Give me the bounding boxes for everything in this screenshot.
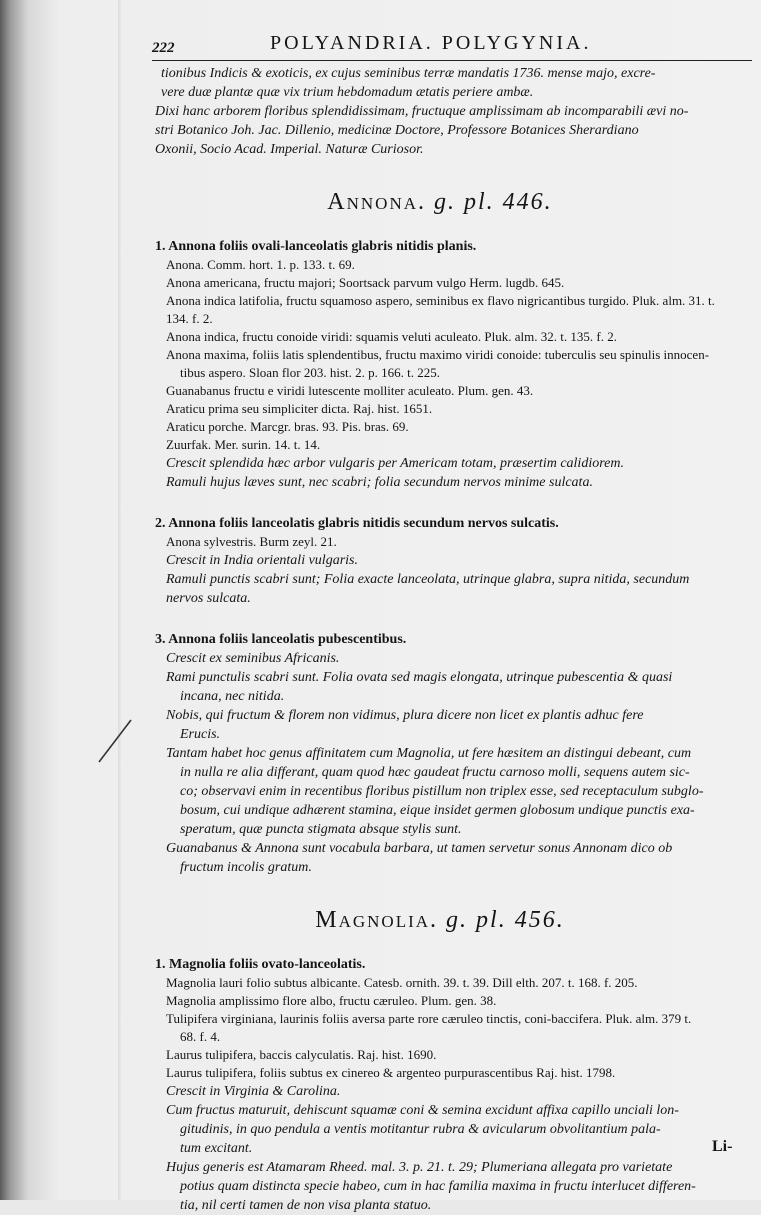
note-line: Nobis, qui fructum & florem non vidimus, plura dicere non licet ex plantis adhuc fere xyxy=(166,708,644,723)
synonym-line: tibus aspero. Sloan flor 203. hist. 2. p. 166. t. 225. xyxy=(180,365,440,380)
species-lead: 3. Annona foliis lanceolatis pubescentibus. xyxy=(155,632,407,647)
note-line: Cum fructus maturuit, dehiscunt squamæ coni & semina excidunt affixa capillo unciali lon- xyxy=(166,1103,679,1118)
note-line: bosum, cui undique adhærent stamina, eique insidet germen globosum undique punctis exa- xyxy=(180,803,695,818)
note-line: Crescit in India orientali vulgaris. xyxy=(166,553,358,568)
synonym-line: 134. f. 2. xyxy=(166,311,213,326)
genus-name: Annona. xyxy=(327,189,427,215)
synonym-line: Anona sylvestris. Burm zeyl. 21. xyxy=(166,534,337,549)
intro-line: Dixi hanc arborem floribus splendidissimam, fructuque amplissimam ab incomparabili ævi no- xyxy=(155,104,689,119)
genus-heading-annona xyxy=(125,187,755,217)
note-line: Hujus generis est Atamaram Rheed. mal. 3. p. 21. t. 29; Plumeriana allegata pro varietate xyxy=(166,1160,673,1175)
note-line: potius quam distincta specie habeo, cum in hac familia maxima in fructu interlucet differen- xyxy=(180,1179,696,1194)
spacer xyxy=(155,608,755,630)
genus-heading-magnolia xyxy=(125,905,755,935)
note-line: tia, nil certi tamen de non visa planta statuo. xyxy=(180,1198,432,1213)
note-line: Crescit splendida hæc arbor vulgaris per Americam totam, præsertim calidiorem. xyxy=(166,456,624,471)
note-line: incana, nec nitida. xyxy=(180,689,285,704)
intro-line: vere duæ plantæ quæ vix trium hebdomadum ætatis periere ambæ. xyxy=(161,85,534,100)
note-line: Guanabanus & Annona sunt vocabula barbara, ut tamen servetur sonus Annonam dico ob xyxy=(166,841,673,856)
synonym-line: Magnolia amplissimo flore albo, fructu cæruleo. Plum. gen. 38. xyxy=(166,993,497,1008)
note-line: co; observavi enim in recentibus floribus pistillum non triplex esse, sed receptaculum subglo- xyxy=(180,784,704,799)
note-line: speratum, quæ puncta stigmata absque stylis sunt. xyxy=(180,822,462,837)
species-lead: 1. Annona foliis ovali-lanceolatis glabris nitidis planis. xyxy=(155,239,477,254)
note-line: Ramuli hujus læves sunt, nec scabri; folia secundum nervos minime sulcata. xyxy=(166,475,593,490)
synonym-line: Araticu prima seu simpliciter dicta. Raj. hist. 1651. xyxy=(166,401,433,416)
synonym-line: Magnolia lauri folio subtus albicante. Catesb. ornith. 39. t. 39. Dill elth. 207. t. 168. f. 205. xyxy=(166,975,638,990)
intro-line: Oxonii, Socio Acad. Imperial. Naturæ Curiosor. xyxy=(155,142,424,157)
synonym-line: Araticu porche. Marcgr. bras. 93. Pis. bras. 69. xyxy=(166,419,409,434)
synonym-line: Laurus tulipifera, foliis subtus ex cinereo & argenteo purpurascentibus Raj. hist. 1798. xyxy=(166,1065,616,1080)
species-lead: 1. Magnolia foliis ovato-lanceolatis. xyxy=(155,957,366,972)
synonym-line: Guanabanus fructu e viridi lutescente molliter aculeato. Plum. gen. 43. xyxy=(166,383,534,398)
synonym-line: Zuurfak. Mer. surin. 14. t. 14. xyxy=(166,437,321,452)
note-line: Erucis. xyxy=(180,727,221,742)
spacer xyxy=(155,492,755,514)
note-line: fructum incolis gratum. xyxy=(180,860,312,875)
intro-line: stri Botanico Joh. Jac. Dillenio, medicinæ Doctore, Professore Botanices Sherardiano xyxy=(155,123,639,138)
genus-reference: g. pl. 456. xyxy=(446,907,565,933)
synonym-line: Anona americana, fructu majori; Soortsack parvum vulgo Herm. lugdb. 645. xyxy=(166,275,565,290)
note-line: Crescit ex seminibus Africanis. xyxy=(166,651,340,666)
synonym-line: Anona indica latifolia, fructu squamoso aspero, seminibus ex flavo nigricantibus turgido. Pluk. alm. 31. t. xyxy=(166,293,715,308)
note-line: Tantam habet hoc genus affinitatem cum Magnolia, ut fere hæsitem an distingui debeant, cum xyxy=(166,746,692,761)
intro-line: tionibus Indicis & exoticis, ex cujus seminibus terræ mandatis 1736. mense majo, excre- xyxy=(161,66,656,81)
synonym-line: Laurus tulipifera, baccis calyculatis. Raj. hist. 1690. xyxy=(166,1047,437,1062)
note-line: in nulla re alia differant, quam quod hæc gaudeat fructu carnoso molli, sequens autem sic- xyxy=(180,765,690,780)
page-number: 222 xyxy=(152,40,175,56)
note-line: nervos sulcata. xyxy=(166,591,251,606)
synonym-line: 68. f. 4. xyxy=(180,1029,221,1044)
species-lead: 2. Annona foliis lanceolatis glabris nitidis secundum nervos sulcatis. xyxy=(155,516,559,531)
synonym-line: Anona maxima, foliis latis splendentibus, fructu maximo viridi conoide: tuberculis seu spinulis innocen- xyxy=(166,347,710,362)
pencil-mark-icon xyxy=(95,716,135,766)
page-header xyxy=(152,30,752,61)
note-line: Crescit in Virginia & Carolina. xyxy=(166,1084,341,1099)
genus-reference: g. pl. 446. xyxy=(434,189,553,215)
note-line: gitudinis, in quo pendula a ventis motitantur rubra & avicularum obvolitantium pala- xyxy=(180,1122,661,1137)
note-line: Ramuli punctis scabri sunt; Folia exacte lanceolata, utrinque glabra, supra nitida, secundum xyxy=(166,572,690,587)
note-line: Rami punctulis scabri sunt. Folia ovata sed magis elongata, utrinque pubescentia & quasi xyxy=(166,670,673,685)
gutter-shadow xyxy=(118,0,121,1200)
synonym-line: Anona. Comm. hort. 1. p. 133. t. 69. xyxy=(166,257,355,272)
running-title: POLYANDRIA. POLYGYNIA. xyxy=(270,32,592,54)
catchword: Li- xyxy=(712,1138,733,1155)
synonym-line: Tulipifera virginiana, laurinis foliis aversa parte rore cæruleo tinctis, coni-baccifera. Pluk. alm. 379 t. xyxy=(166,1011,692,1026)
genus-name: Magnolia. xyxy=(315,907,439,933)
note-line: tum excitant. xyxy=(180,1141,253,1156)
page-body xyxy=(155,64,755,1215)
synonym-line: Anona indica, fructu conoide viridi: squamis veluti aculeato. Pluk. alm. 32. t. 135. f. 2. xyxy=(166,329,617,344)
